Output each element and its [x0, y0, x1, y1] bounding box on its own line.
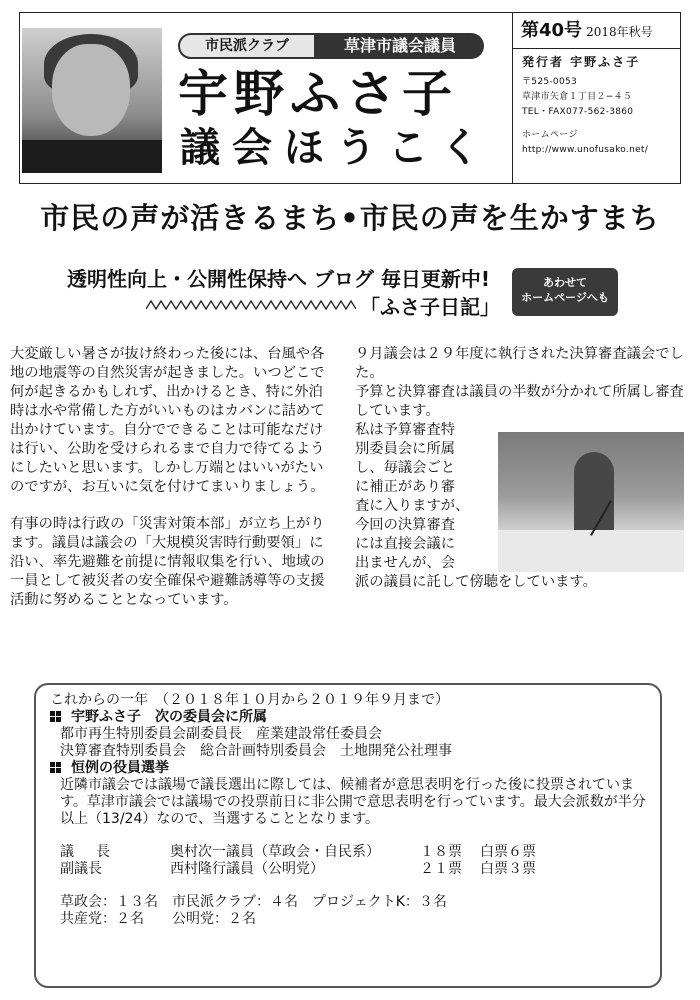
publisher-info [522, 55, 680, 158]
tel-fax: TEL・FAX077-562-3860 [522, 107, 634, 117]
issue-number: 第40号 [521, 20, 583, 41]
right-last-line: 派の議員に託して傍聴をしています。 [355, 574, 597, 590]
right-narrow-line: 出ませんが、会 [355, 555, 456, 571]
party-tag: 市民派クラブ [178, 33, 316, 59]
bullet-square-icon [50, 762, 61, 773]
portrait-face [52, 44, 130, 136]
homepage-label: ホームページ [522, 130, 578, 140]
issue-date: 2018年秋号 [586, 25, 653, 39]
councillor-name: 宇野ふさ子 [178, 64, 458, 123]
left-paragraph-2: 有事の時は行政の「災害対策本部」が立ち上がります。議員は議会の「大規模災害時行動要領」に沿い、率先避難を前提に情報収集を行い、地域の一員として被災者の安全確保や避難誘導等の支援活動に努めることとなっています。 [10, 516, 325, 608]
blog-title[interactable]: 「ふさ子日記」 [360, 295, 500, 319]
result-row [50, 861, 650, 878]
homepage-badge[interactable] [512, 268, 618, 316]
factions-line-1: 草政会：１３名 市民派クラブ：４名 プロジェクトK：３名 [60, 894, 447, 910]
result-votes: ２１票 [420, 861, 462, 877]
left-column [10, 345, 330, 610]
council-photo-desk [498, 530, 684, 572]
right-narrow-line: 今回の決算審査 [355, 517, 456, 533]
committee-heading [50, 709, 650, 726]
left-paragraph-1: 大変厳しい暑さが抜け終わった後には、台風や各地の地震等の自然災害が起きました。いつどこで何が起きるかもしれず、出かけるとき、特に外泊時は水や常備した方がいいものはカバンに詰めて出かけています。自分でできることは可能なだけは行い、公助を受けられるまで自力で待てるようにしたいと思います。しかし万端とはいいがたいのですが、お互いに気を付けてまいりましょう。 [10, 346, 325, 495]
right-narrow-line: には直接会議に [355, 536, 456, 552]
homepage-url[interactable]: http://www.unofusako.net/ [522, 145, 649, 155]
council-photo-person [574, 452, 614, 538]
result-name: 西村隆行議員（公明党） [170, 861, 324, 877]
right-narrow-line: し、毎議会ごと [355, 460, 456, 476]
result-votes: １８票 [420, 844, 462, 860]
slogan-banner: 市民の声が活きるまち•市民の声を生かすまち [40, 201, 660, 235]
role-tag: 草津市議会議員 [316, 33, 484, 59]
badge-line-2: ホームページへも [521, 291, 609, 304]
right-narrow-line: 別委員会に所属 [355, 441, 456, 457]
result-row [50, 844, 650, 861]
right-narrow-line: に補正があり審 [355, 479, 456, 495]
result-role: 副議長 [60, 861, 102, 877]
right-line-2: 予算と決算審査は議員の半数が分かれて所属し審査しています。 [355, 384, 684, 419]
result-role: 議 長 [60, 844, 114, 860]
badge-line-1: あわせて [543, 276, 587, 289]
box-title: これからの一年 （２０１８年１０月から２０１９年９月まで） [50, 692, 449, 708]
postal-code: 〒525-0053 [522, 77, 578, 87]
issue-info [513, 13, 680, 49]
election-heading [50, 760, 650, 777]
bullet-square-icon [50, 711, 61, 722]
address: 草津市矢倉１丁目２−４５ [522, 92, 633, 102]
right-narrow-line: 査に入りますが、 [355, 498, 470, 514]
result-blank: 白票３票 [480, 861, 536, 877]
newsletter-title: 議会ほうこく [180, 124, 492, 171]
election-text: 近隣市議会では議場で議長選出に際しては、候補者が意思表明を行った後に投票されています。草津市議会では議場での投票前日に非公開で意思表明を行っています。最大会派数が半分以上（13/24）なので、当選することとなります。 [60, 777, 646, 827]
committee-line-2: 決算審査特別委員会 総合計画特別委員会 土地開発公社理事 [60, 743, 452, 759]
year-ahead-content [50, 692, 650, 928]
result-blank: 白票６票 [480, 844, 536, 860]
factions-line-2: 共産党：２名 公明党：２名 [60, 911, 256, 927]
portrait-collar [22, 140, 162, 173]
election-heading-text: 恒例の役員選挙 [71, 760, 169, 776]
committee-heading-text: 宇野ふさ子 次の委員会に所属 [71, 709, 267, 725]
blog-promo: 透明性向上・公開性保持へ ブログ 毎日更新中! [66, 267, 490, 291]
zigzag-decoration [146, 299, 356, 311]
right-narrow-line: 私は予算審査特 [355, 422, 456, 438]
result-name: 奥村次一議員（草政会・自民系） [170, 844, 380, 860]
right-line-1: ９月議会は２９年度に執行された決算審査議会でした。 [355, 346, 684, 381]
committee-line-1: 都市再生特別委員会副委員長 産業建設常任委員会 [60, 726, 382, 742]
publisher: 発行者 宇野ふさ子 [522, 55, 641, 69]
